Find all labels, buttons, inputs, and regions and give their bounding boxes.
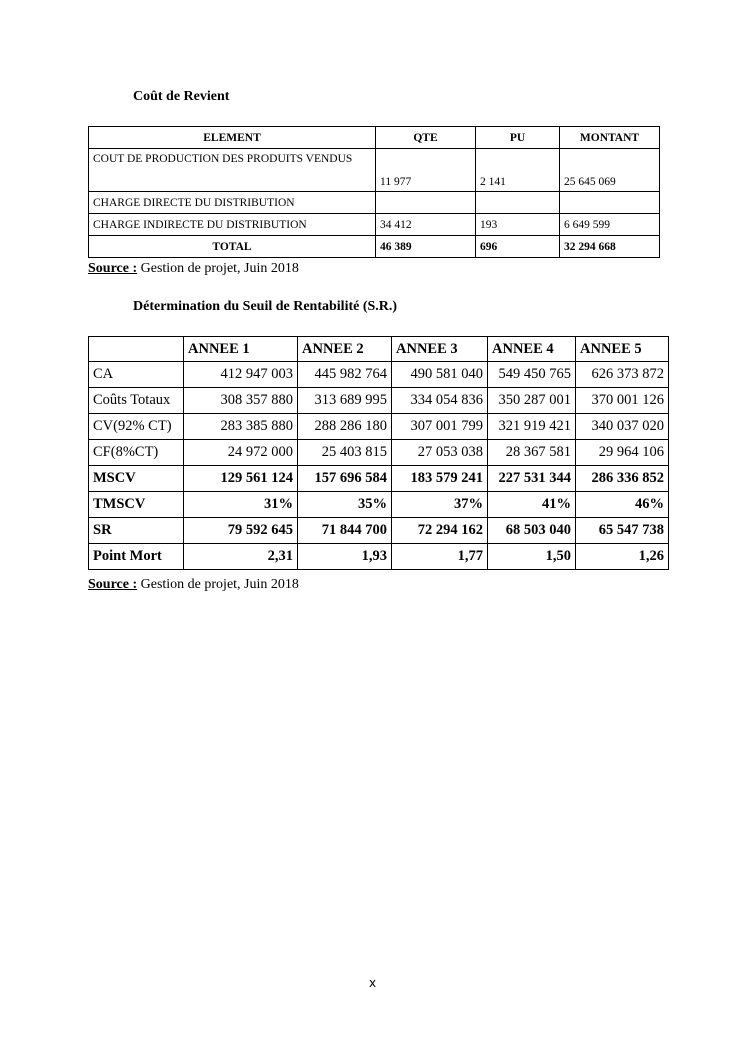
row-label: CV(92% CT) [89,414,184,440]
source-text: Gestion de projet, Juin 2018 [137,261,299,276]
section-title-cout-de-revient: Coût de Revient [133,89,230,104]
value-cell: 1,93 [298,544,392,570]
value-cell: 25 403 815 [298,440,392,466]
value-cell: 313 689 995 [298,388,392,414]
value-cell: 183 579 241 [392,466,488,492]
column-header: PU [476,127,560,149]
value-cell: 68 503 040 [488,518,576,544]
table-row [89,544,669,570]
row-label: Point Mort [89,544,184,570]
value-cell: 321 919 421 [488,414,576,440]
qte-cell: 46 389 [376,236,476,258]
row-label: CF(8%CT) [89,440,184,466]
column-header: ELEMENT [89,127,376,149]
value-cell: 370 001 126 [576,388,669,414]
row-label: TMSCV [89,492,184,518]
value-cell: 340 037 020 [576,414,669,440]
value-cell: 350 287 001 [488,388,576,414]
table-row [89,149,660,192]
table-row [89,466,669,492]
value-cell: 490 581 040 [392,362,488,388]
table-row [89,440,669,466]
value-cell: 334 054 836 [392,388,488,414]
column-header [89,337,184,362]
value-cell: 29 964 106 [576,440,669,466]
value-cell: 27 053 038 [392,440,488,466]
source-note [88,577,299,593]
table-header-row [89,337,669,362]
value-cell: 72 294 162 [392,518,488,544]
table-row [89,388,669,414]
pu-cell [476,192,560,214]
value-cell: 79 592 645 [184,518,298,544]
value-cell: 549 450 765 [488,362,576,388]
row-label: Coûts Totaux [89,388,184,414]
row-label: SR [89,518,184,544]
value-cell: 412 947 003 [184,362,298,388]
column-header: ANNEE 4 [488,337,576,362]
table-row [89,192,660,214]
page-number: x [368,976,377,990]
column-header: MONTANT [560,127,660,149]
column-header: ANNEE 3 [392,337,488,362]
column-header: ANNEE 5 [576,337,669,362]
source-label: Source : [88,577,138,592]
column-header: QTE [376,127,476,149]
value-cell: 288 286 180 [298,414,392,440]
element-cell: CHARGE DIRECTE DU DISTRIBUTION [89,192,376,214]
cout-de-revient-table [88,126,660,258]
value-cell: 307 001 799 [392,414,488,440]
value-cell: 46% [576,492,669,518]
element-cell: COUT DE PRODUCTION DES PRODUITS VENDUS [89,149,376,192]
element-cell: CHARGE INDIRECTE DU DISTRIBUTION [89,214,376,236]
value-cell: 37% [392,492,488,518]
table-row [89,214,660,236]
montant-cell: 25 645 069 [560,149,660,192]
value-cell: 71 844 700 [298,518,392,544]
column-header: ANNEE 1 [184,337,298,362]
source-label: Source : [88,261,138,276]
column-header: ANNEE 2 [298,337,392,362]
value-cell: 286 336 852 [576,466,669,492]
source-note [88,261,299,277]
value-cell: 227 531 344 [488,466,576,492]
table-row [89,518,669,544]
value-cell: 2,31 [184,544,298,570]
qte-cell: 34 412 [376,214,476,236]
row-label: CA [89,362,184,388]
qte-cell [376,192,476,214]
value-cell: 445 982 764 [298,362,392,388]
seuil-rentabilite-table [88,336,669,570]
value-cell: 308 357 880 [184,388,298,414]
table-row [89,414,669,440]
element-cell: TOTAL [89,236,376,258]
value-cell: 157 696 584 [298,466,392,492]
pu-cell: 193 [476,214,560,236]
pu-cell: 2 141 [476,149,560,192]
value-cell: 35% [298,492,392,518]
value-cell: 41% [488,492,576,518]
value-cell: 31% [184,492,298,518]
row-label: MSCV [89,466,184,492]
table-total-row [89,236,660,258]
value-cell: 283 385 880 [184,414,298,440]
value-cell: 1,50 [488,544,576,570]
value-cell: 1,26 [576,544,669,570]
pu-cell: 696 [476,236,560,258]
value-cell: 129 561 124 [184,466,298,492]
value-cell: 24 972 000 [184,440,298,466]
value-cell: 626 373 872 [576,362,669,388]
source-text: Gestion de projet, Juin 2018 [137,577,299,592]
table-header-row [89,127,660,149]
montant-cell: 6 649 599 [560,214,660,236]
value-cell: 65 547 738 [576,518,669,544]
section-title-seuil-rentabilite: Détermination du Seuil de Rentabilité (S.R.) [133,299,398,314]
qte-cell: 11 977 [376,149,476,192]
value-cell: 28 367 581 [488,440,576,466]
montant-cell [560,192,660,214]
table-row [89,492,669,518]
value-cell: 1,77 [392,544,488,570]
table-row [89,362,669,388]
montant-cell: 32 294 668 [560,236,660,258]
